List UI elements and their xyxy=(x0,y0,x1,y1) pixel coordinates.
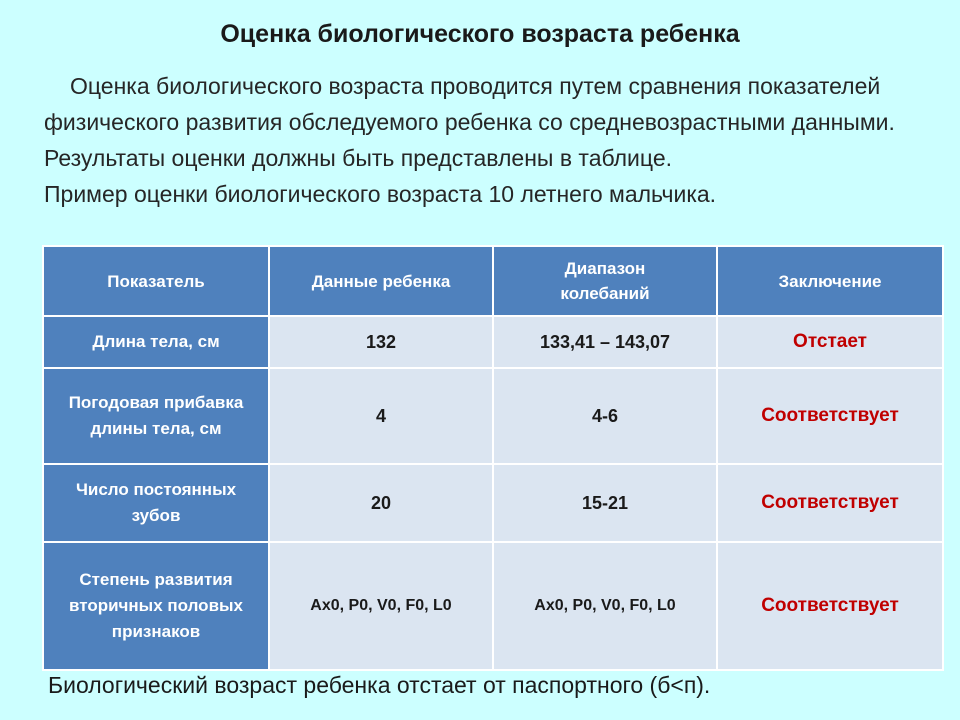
table-row xyxy=(43,316,943,368)
row-indicator: Длина тела, см xyxy=(43,316,269,368)
row-child-value: 20 xyxy=(269,464,493,542)
row-range-value: 15-21 xyxy=(493,464,717,542)
table-row xyxy=(43,542,943,670)
page-title: Оценка биологического возраста ребенка xyxy=(220,20,740,48)
row-range-value: 4-6 xyxy=(493,368,717,464)
row-conclusion: Соответствует xyxy=(717,368,943,464)
header-range xyxy=(493,246,717,316)
example-caption: Пример оценки биологического возраста 10 летнего мальчика. xyxy=(44,181,717,207)
row-range-value: 133,41 – 143,07 xyxy=(493,316,717,368)
row-child-value: 132 xyxy=(269,316,493,368)
row-range-value: Ax0, P0, V0, F0, L0 xyxy=(493,542,717,670)
table-header-row xyxy=(43,246,943,316)
header-range-label: Диапазон колебаний xyxy=(560,259,650,303)
assessment-table xyxy=(42,245,944,671)
row-indicator-label: Погодовая прибавка длины тела, см xyxy=(68,393,244,438)
intro-text xyxy=(44,68,924,212)
header-indicator: Показатель xyxy=(43,246,269,316)
table-row xyxy=(43,368,943,464)
final-conclusion: Биологический возраст ребенка отстает от паспортного (б<п). xyxy=(48,672,711,698)
table-row xyxy=(43,464,943,542)
intro-paragraph: Оценка биологического возраста проводится путем сравнения показателей физического развития обследуемого ребенка со средневозрастными данными. Результаты оценки должны быть представлены в таблице. xyxy=(44,73,895,171)
row-indicator-label: Степень развития вторичных половых признаков xyxy=(69,570,243,641)
row-child-value: Ax0, P0, V0, F0, L0 xyxy=(269,542,493,670)
header-conclusion: Заключение xyxy=(717,246,943,316)
row-conclusion: Соответствует xyxy=(717,464,943,542)
row-conclusion: Отстает xyxy=(717,316,943,368)
row-indicator xyxy=(43,464,269,542)
row-indicator-label: Число постоянных зубов xyxy=(75,480,237,525)
row-child-value: 4 xyxy=(269,368,493,464)
row-indicator xyxy=(43,542,269,670)
row-indicator xyxy=(43,368,269,464)
row-conclusion: Соответствует xyxy=(717,542,943,670)
header-child-data: Данные ребенка xyxy=(269,246,493,316)
